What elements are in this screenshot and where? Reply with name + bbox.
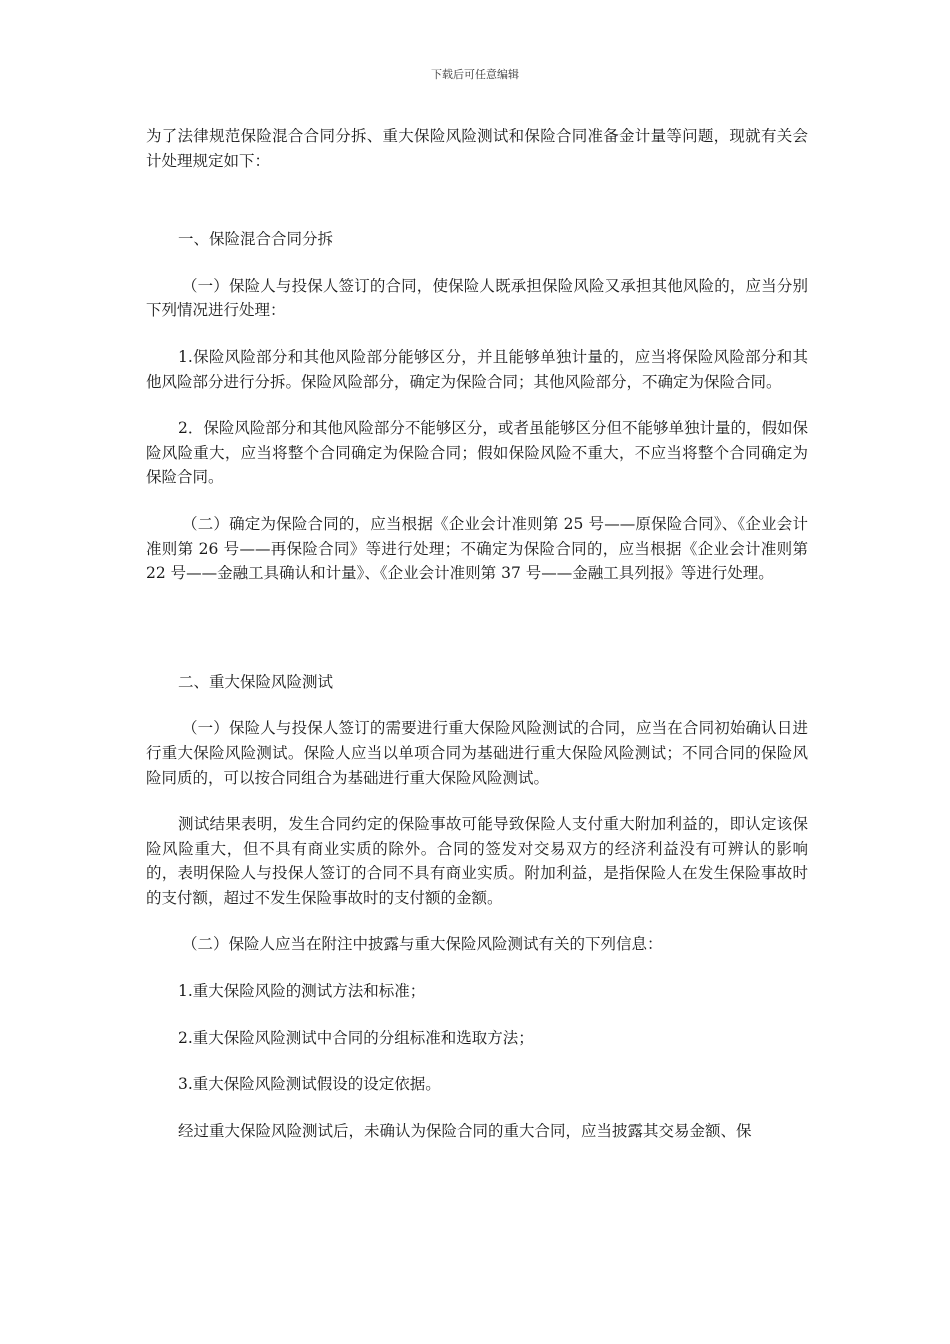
section2-heading: 二、重大保险风险测试 — [178, 672, 334, 691]
section2-list-item-3: 3.重大保险风险测试假设的设定依据。 — [178, 1075, 441, 1094]
section1-paragraph-3: 2．保险风险部分和其他风险部分不能够区分，或者虽能够区分但不能够单独计量的，假如保险风险重大，应当将整个合同确定为保险合同；假如保险风险不重大，不应当将整个合同确定为保险合同。 — [146, 419, 808, 487]
section2-paragraph-1: （一）保险人与投保人签订的需要进行重大保险风险测试的合同，应当在合同初始确认日进行重大保险风险测试。保险人应当以单项合同为基础进行重大保险风险测试；不同合同的保险风险同质的，可以按合同组合为基础进行重大保险风险测试。 — [146, 719, 808, 787]
section1-paragraph-4: （二）确定为保险合同的，应当根据《企业会计准则第 25 号——原保险合同》、《企业会计准则第 26 号——再保险合同》等进行处理；不确定为保险合同的，应当根据《企业会计准则第 22 号——金融工具确认和计量》、《企业会计准则第 37 号——金融工具列报》等进行处理。 — [146, 514, 808, 583]
section2-paragraph-2: 测试结果表明，发生合同约定的保险事故可能导致保险人支付重大附加利益的，即认定该保险风险重大，但不具有商业实质的除外。合同的签发对交易双方的经济利益没有可辨认的影响的，表明保险人与投保人签订的合同不具有商业实质。附加利益，是指保险人在发生保险事故时的支付额，超过不发生保险事故时的支付额的金额。 — [146, 815, 808, 907]
intro-paragraph: 为了法律规范保险混合合同分拆、重大保险风险测试和保险合同准备金计量等问题，现就有关会计处理规定如下： — [146, 127, 808, 170]
section1-paragraph-1: （一）保险人与投保人签订的合同，使保险人既承担保险风险又承担其他风险的，应当分别下列情况进行处理： — [146, 276, 808, 320]
document-body — [146, 124, 808, 1143]
section2-paragraph-3: （二）保险人应当在附注中披露与重大保险风险测试有关的下列信息： — [182, 935, 663, 954]
section2-list-item-1: 1.重大保险风险的测试方法和标准； — [178, 982, 426, 1001]
page-header-note: 下载后可任意编辑 — [431, 68, 519, 81]
section1-paragraph-2: 1.保险风险部分和其他风险部分能够区分，并且能够单独计量的，应当将保险风险部分和其他风险部分进行分拆。保险风险部分，确定为保险合同；其他风险部分，不确定为保险合同。 — [146, 347, 808, 391]
section2-paragraph-4: 经过重大保险风险测试后，未确认为保险合同的重大合同，应当披露其交易金额、保 — [178, 1121, 752, 1140]
section2-list-item-2: 2.重大保险风险测试中合同的分组标准和选取方法； — [178, 1028, 534, 1047]
section1-heading: 一、保险混合合同分拆 — [178, 230, 334, 249]
